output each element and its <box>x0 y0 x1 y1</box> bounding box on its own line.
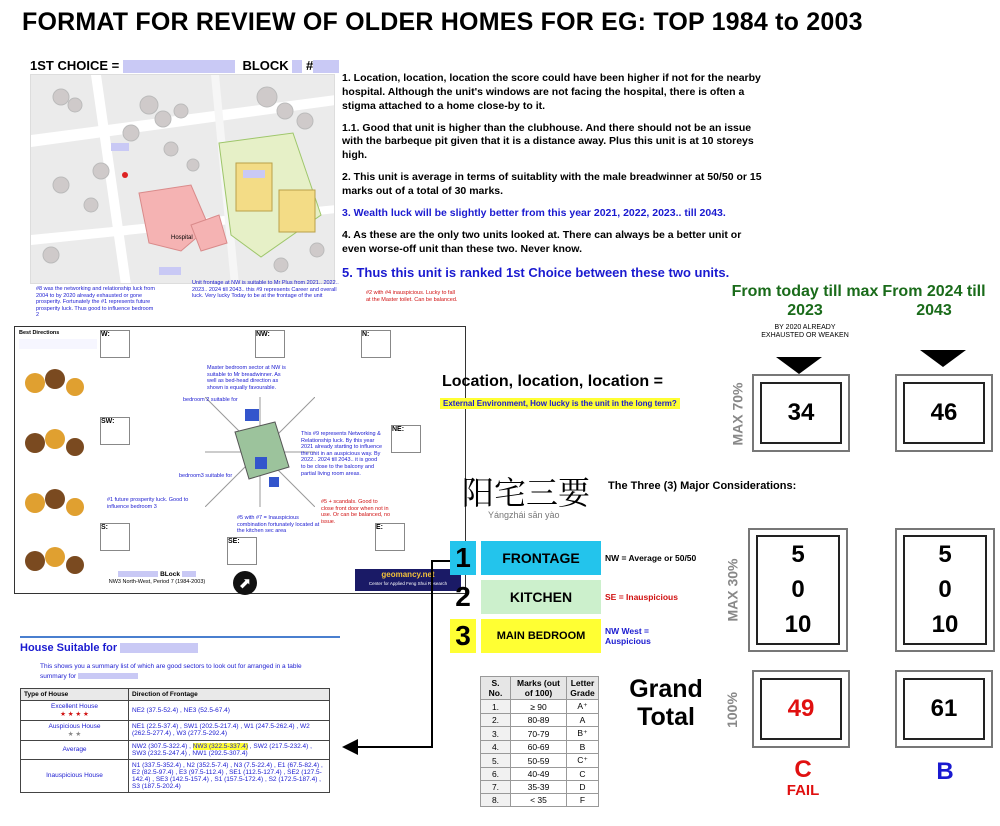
sector-ne <box>391 425 421 453</box>
table-row: Auspicious House ★ ★ NE1 (22.5-37.4) , SW1 (202.5-217.4) , W1 (247.5-262.4) , W2 (262.5-277.4) , W3 (277.5-292.4) <box>21 720 330 740</box>
consideration-number: 2 <box>455 581 471 612</box>
note-1: 1. Location, location, location the score could have been higher if not for the nearby hospital. Although the unit's windows are not facing the hospital, there is often a stigma attached to a home close-by to it. <box>342 72 761 112</box>
unit-hash: # <box>305 58 314 73</box>
max30-label: MAX 30% <box>725 558 741 622</box>
consideration-label: MAIN BEDROOM <box>481 619 601 653</box>
house-suitable-desc-text: This shows you a summary list of which are good sectors to look out for arranged in a table summary for <box>40 663 302 680</box>
consideration-frontage <box>450 541 750 575</box>
redacted-owner <box>120 643 198 653</box>
choice-prefix: 1ST CHOICE = <box>30 58 120 73</box>
block-label: BLOCK <box>242 58 289 73</box>
location-score-today: 34 <box>760 382 842 444</box>
consideration-note: SE = Inauspicious <box>605 592 678 602</box>
table-row: Excellent House ★ ★ ★ ★ NE2 (37.5-52.4) , NE3 (52.5-67.4) <box>21 700 330 720</box>
score-kitchen-2024: 0 <box>938 575 952 603</box>
grade-2024: B <box>936 758 954 785</box>
sector-e <box>375 523 405 551</box>
redacted-unit <box>313 60 339 73</box>
connector-arrow <box>340 555 460 755</box>
best-directions-label: Best Directions <box>19 330 60 336</box>
sector-n-label: N: <box>362 331 370 338</box>
consideration-note: NW West = Auspicious <box>605 626 651 646</box>
sector-sw <box>100 417 130 445</box>
rating-stars: ★ ★ ★ ★ <box>60 710 89 718</box>
redacted-owner-2 <box>78 673 138 679</box>
considerations-scores-today <box>756 535 840 645</box>
site-map <box>30 74 335 284</box>
table-row: 2. 80-89 A <box>481 714 599 727</box>
block-caption <box>97 571 217 585</box>
map-hospital-label: Hospital <box>171 235 193 241</box>
sector-nw <box>255 330 285 358</box>
block-caption-label: BLock <box>160 571 180 578</box>
sector-ne-label: NE: <box>392 426 405 433</box>
logo-text: geomancy.net <box>381 570 435 579</box>
score-kitchen-today: 0 <box>791 575 805 603</box>
header-2024: From 2024 till 2043 <box>882 283 986 320</box>
considerations-score-2024-box <box>895 528 995 652</box>
table-row: Inauspicious House N1 (337.5-352.4) , N2 (352.5-7.4) , N3 (7.5-22.4) , E1 (67.5-82.4) , E2 (82.5-97.4) , E3 (97.5-112.4) , SE1 (112.5-127.4) , SE2 (127.5-142.4) , SE3 (142.5-157.4) , S1 (157.5-172.4) , S2 (172.5-187.4) , S3 (187.5-202.4) <box>21 759 330 792</box>
sector-w-label: W: <box>101 331 110 338</box>
house-suitable-table <box>20 688 330 793</box>
header-today: From today till max 2023 <box>731 283 879 320</box>
table-row: 4. 60-69 B <box>481 741 599 754</box>
max100-label: 100% <box>724 692 740 728</box>
arrow-down-icon-2024 <box>920 350 966 367</box>
table-row: 5. 50-59 C⁺ <box>481 754 599 768</box>
location-score-2024-box <box>895 374 993 452</box>
house-suitable-desc <box>40 662 320 682</box>
note-2: 2. This unit is average in terms of suitablity with the male breadwinner at 50/50 or 15 marks out of a total of 30 marks. <box>342 171 762 198</box>
grade-col-letter: Letter Grade <box>567 677 599 700</box>
location-score-2024: 46 <box>903 382 985 444</box>
location-subtitle: External Environment, How lucky is the unit in the long term? <box>440 398 680 409</box>
sector-se <box>227 537 257 565</box>
table-row: Average NW2 (307.5-322.4) , NW3 (322.5-337.4) , SW2 (217.5-232.4) , SW3 (232.5-247.4) , NW1 (292.5-307.4) <box>21 740 330 759</box>
site-map-graphic <box>31 75 335 284</box>
col-type-of-house: Type of House <box>21 688 129 700</box>
annotation-top-mid: Unit frontage at NW is suitable to Mr Plus from 2021.. 2022.. 2023.. 2024 till 2043.. this #9 represents Career and overall luck. Very lucky Today to be at the frontage of the unit <box>192 280 339 300</box>
total-2024: 61 <box>903 678 985 740</box>
bedroom2-note: bedroom 2 suitable for <box>183 397 238 403</box>
annotation-top-left: #8 was the networking and relationship luck from 2004 to by 2020 already exhausted or gone prosperity. Fortunately the #1 represents future prosperity luck. Thus good to influence bedroom 2 <box>36 286 155 319</box>
table-row: 7. 35-39 D <box>481 781 599 794</box>
compass-arrow-icon: ⬈ <box>233 571 257 595</box>
house-suitable-section <box>20 636 340 793</box>
note-4: 4. As these are the only two units looked at. There can always be a better unit or even worse-off unit than these two. Never know. <box>342 228 742 255</box>
period-caption: NW3 North-West, Period 7 (1984-2003) <box>108 578 206 585</box>
considerations-scores-2024 <box>903 535 987 645</box>
three-considerations-label: The Three (3) Major Considerations: <box>608 480 797 492</box>
considerations-score-today-box <box>748 528 848 652</box>
total-today-box <box>752 670 850 748</box>
grade-table <box>480 676 599 807</box>
table-row: 1. ≥ 90 A⁺ <box>481 700 599 714</box>
grade-table-body <box>481 700 599 807</box>
rating-stars: ★ ★ <box>67 730 82 738</box>
logo-subtext: Center for Applied Feng Shui Research <box>368 581 448 586</box>
chinese-title: 阳宅三要 <box>462 474 591 512</box>
sector-n <box>361 330 391 358</box>
grade-today-fail: FAIL <box>786 782 820 799</box>
note-1-1: 1.1. Good that unit is higher than the clubhouse. And there should not be an issue with the barbeque pit given that it is a distance away. Plus this unit is at 10 storeys high. <box>342 121 754 162</box>
sector-e-label: E: <box>376 524 383 531</box>
star5-note: #5 + scandals. Good to close front door when not in use. Or can be balanced, no issue. <box>321 499 391 525</box>
sector-se-label: SE: <box>228 538 240 545</box>
arrow-down-icon-today <box>776 357 822 374</box>
star9-note: This #9 represents Networking & Relationship luck. By this year 2021 already starting to influence the unit in an auspicious way. By 2022.. 2024 till 2043.. it is good to be close to the balcony and partial living room areas. <box>301 431 383 477</box>
location-score-today-box <box>752 374 850 452</box>
redacted-block <box>292 60 302 73</box>
sector-sw-label: SW: <box>101 418 115 425</box>
table-row: 8. < 35 F <box>481 794 599 807</box>
consideration-main-bedroom <box>450 619 750 653</box>
col-direction-of-frontage: Direction of Frontage <box>129 688 330 700</box>
review-notes <box>342 72 762 290</box>
highlighted-direction: NW3 (322.5-337.4) <box>192 742 248 750</box>
consideration-label: FRONTAGE <box>481 541 601 575</box>
flying-star-chart <box>14 326 466 594</box>
house-suitable-title <box>20 642 340 654</box>
exhausted-note: BY 2020 ALREADY EXHAUSTED OR WEAKEN <box>761 324 849 339</box>
best-directions-panel <box>19 339 97 584</box>
grade-col-sno: S. No. <box>481 677 511 700</box>
grade-today-letter: C <box>794 756 812 783</box>
floor-plan-graphic <box>205 397 315 507</box>
consideration-note: NW = Average or 50/50 <box>605 553 697 563</box>
sector-w <box>100 330 130 358</box>
score-bedroom-2024: 10 <box>931 611 959 639</box>
note-5: 5. Thus this unit is ranked 1st Choice between these two units. <box>342 265 730 281</box>
star1-note: #1 future prosperity luck. Good to influence bedroom 3 <box>107 497 189 510</box>
score-frontage-today: 5 <box>791 540 805 568</box>
location-label: Location, location, location = <box>442 373 663 390</box>
grade-today <box>770 758 836 799</box>
grade-table-wrap <box>480 676 599 807</box>
sector-s-label: S: <box>101 524 108 531</box>
table-row: 6. 40-49 C <box>481 768 599 781</box>
house-suitable-title-text: House Suitable for <box>20 642 118 654</box>
score-frontage-2024: 5 <box>938 540 952 568</box>
choice-line <box>30 58 339 73</box>
sector-nw-label: NW: <box>256 331 270 338</box>
star57-note: #5 with #7 = Inauspicious combination fortunately located at the kitchen sec area <box>237 515 320 535</box>
note-3: 3. Wealth luck will be slightly better from this year 2021, 2022, 2023.. till 2043. <box>342 206 726 219</box>
pinyin-label: Yángzhái sān yào <box>488 510 560 520</box>
bagua-icons <box>19 339 97 584</box>
grand-total-label: Grand Total <box>629 675 703 731</box>
max100-wrap <box>712 692 752 728</box>
annotation-top-right: #2 with #4 inauspicious. Lucky to fall at the Master toilet. Can be balanced. <box>366 290 458 303</box>
master-bedroom-note: Master bedroom sector at NW is suitable to Mr breadwinner. As well as bed-head direction as shown is equally favourable. <box>207 365 286 391</box>
max70-label: MAX 70% <box>730 382 746 446</box>
consideration-number: 3 <box>450 619 476 653</box>
page-title: FORMAT FOR REVIEW OF OLDER HOMES FOR EG: TOP 1984 to 2003 <box>22 8 863 36</box>
table-row: 3. 70-79 B⁺ <box>481 727 599 741</box>
total-today: 49 <box>760 678 842 740</box>
bedroom3-note: bedroom3 suitable for <box>179 473 233 479</box>
grade-col-marks: Marks (out of 100) <box>511 677 567 700</box>
redacted-name <box>123 60 235 73</box>
score-bedroom-today: 10 <box>784 611 812 639</box>
consideration-label: KITCHEN <box>481 580 601 614</box>
consideration-number: 1 <box>450 541 476 575</box>
sector-s <box>100 523 130 551</box>
total-2024-box <box>895 670 993 748</box>
